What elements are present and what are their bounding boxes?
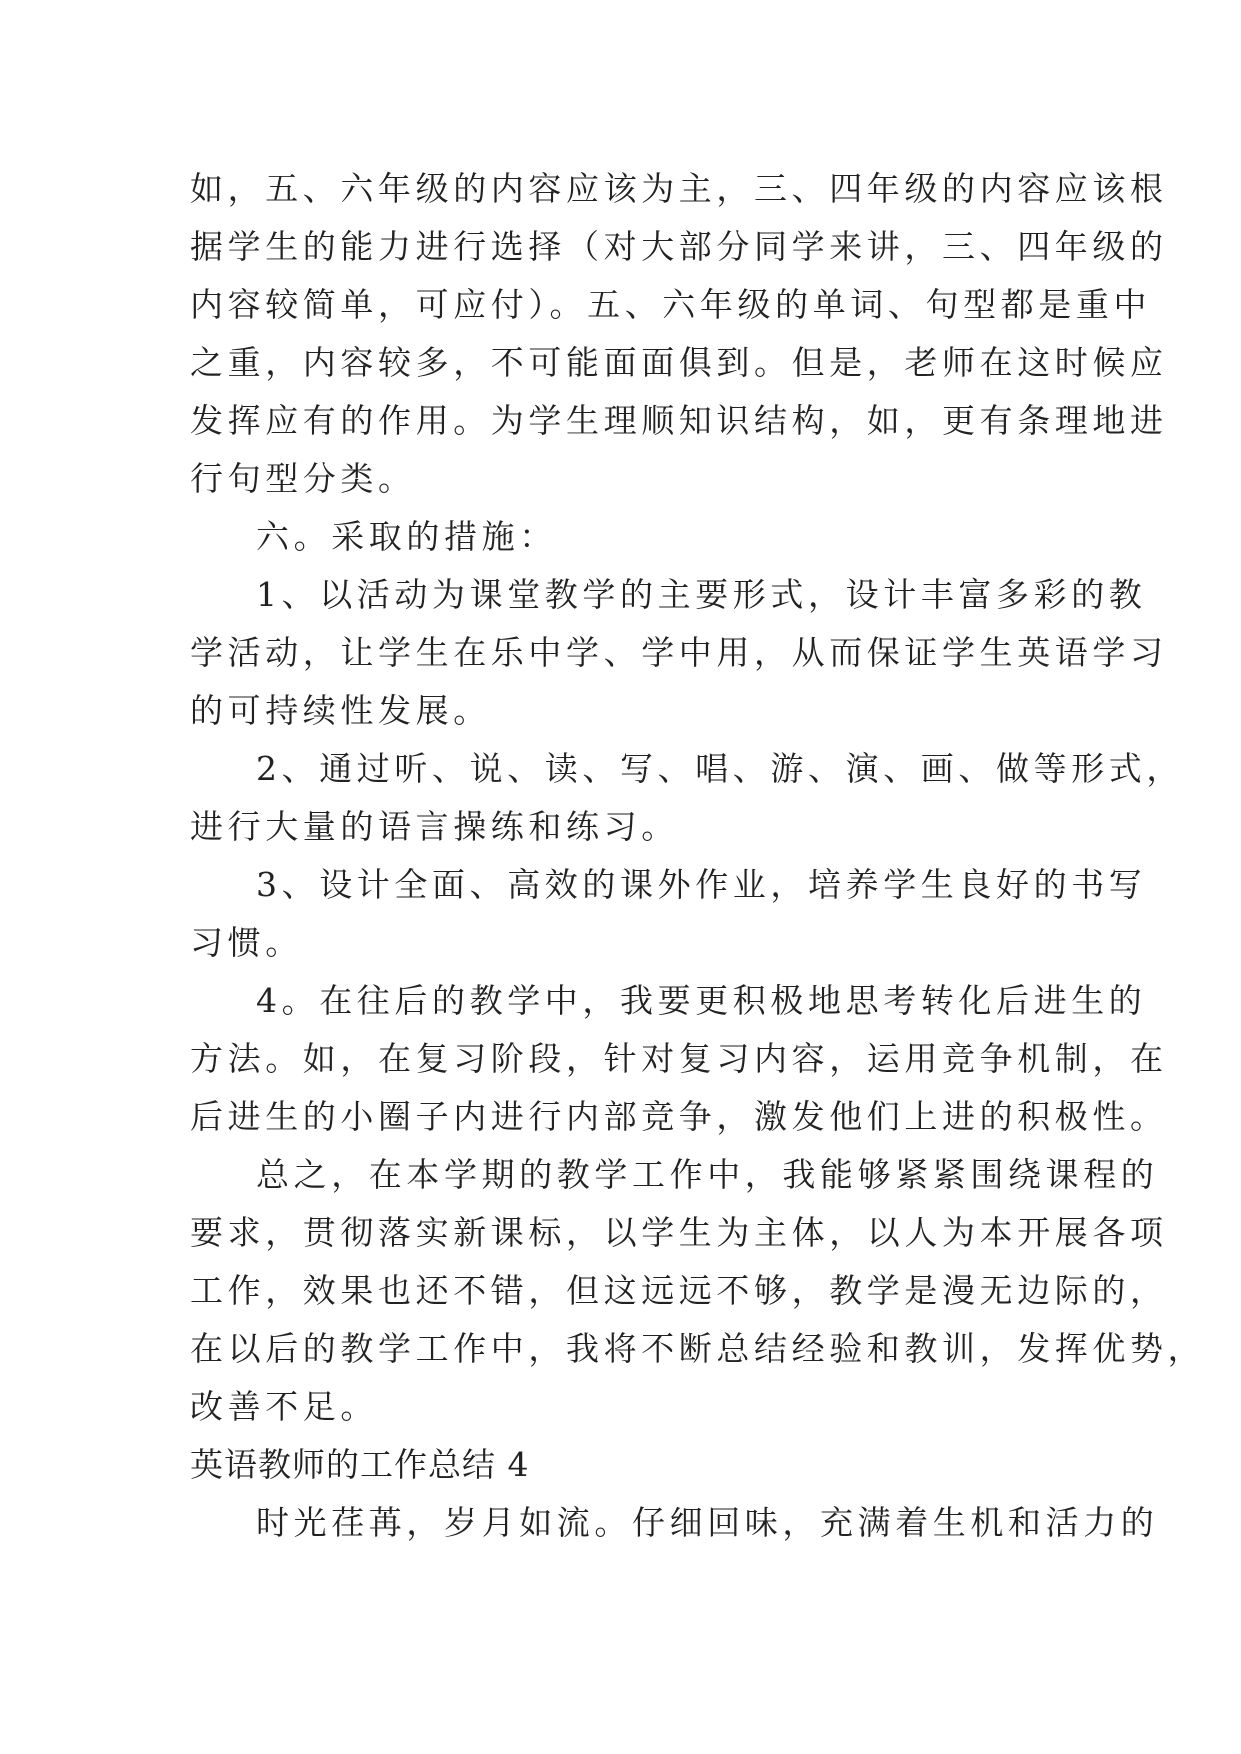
list-item-2: 2、通过听、说、读、写、唱、游、演、画、做等形式，: [256, 749, 1184, 788]
body-text-line: 方法。如，在复习阶段，针对复习内容，运用竞争机制，在: [190, 1039, 1168, 1078]
list-item-4: 4。在往后的教学中，我要更积极地思考转化后进生的: [256, 981, 1147, 1020]
body-text-line: 行句型分类。: [190, 459, 416, 498]
body-text-line: 据学生的能力进行选择（对大部分同学来讲，三、四年级的: [190, 227, 1168, 266]
body-text-line: 学活动，让学生在乐中学、学中用，从而保证学生英语学习: [190, 633, 1168, 672]
section-heading: 六。采取的措施：: [256, 517, 557, 556]
body-text-line: 如，五、六年级的内容应该为主，三、四年级的内容应该根: [190, 169, 1168, 208]
body-text-line: 习惯。: [190, 923, 303, 962]
body-text-line: 要求，贯彻落实新课标，以学生为主体，以人为本开展各项: [190, 1213, 1168, 1252]
body-text-line: 内容较简单，可应付）。五、六年级的单词、句型都是重中: [190, 285, 1152, 324]
article-title: 英语教师的工作总结 4: [190, 1445, 530, 1484]
body-text-line: 之重，内容较多，不可能面面俱到。但是，老师在这时候应: [190, 343, 1168, 382]
list-item-3: 3、设计全面、高效的课外作业，培养学生良好的书写: [256, 865, 1147, 904]
body-text-line: 后进生的小圈子内进行内部竞争，激发他们上进的积极性。: [190, 1097, 1168, 1136]
body-text-line: 发挥应有的作用。为学生理顺知识结构，如，更有条理地进: [190, 401, 1168, 440]
article-first-line: 时光荏苒，岁月如流。仔细回味，充满着生机和活力的: [256, 1503, 1159, 1542]
body-text-line: 的可持续性发展。: [190, 691, 491, 730]
body-text-line: 进行大量的语言操练和练习。: [190, 807, 679, 846]
summary-paragraph-start: 总之，在本学期的教学工作中，我能够紧紧围绕课程的: [256, 1155, 1159, 1194]
body-text-line: 工作，效果也还不错，但这远远不够，教学是漫无边际的，: [190, 1271, 1168, 1310]
list-item-1: 1、以活动为课堂教学的主要形式，设计丰富多彩的教: [256, 575, 1147, 614]
body-text-line: 改善不足。: [190, 1387, 378, 1426]
body-text-line: 在以后的教学工作中，我将不断总结经验和教训，发挥优势，: [190, 1329, 1206, 1368]
